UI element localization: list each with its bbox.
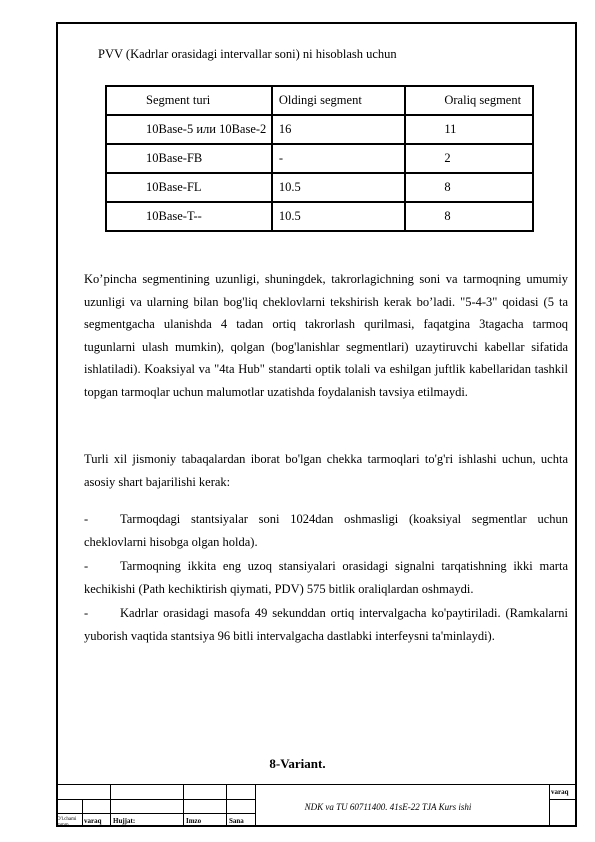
paragraph-conditions-intro: Turli xil jismoniy tabaqalardan iborat bo'lgan chekka tarmoqlari to'g'ri ishlashi uchun, uchta asosiy shart bajarilishi kerak: [84, 452, 568, 489]
list-dash: - [84, 512, 89, 526]
list-item-text: Kadrlar orasidagi masofa 49 sekunddan ortiq intervalgacha ko'paytiriladi. (Ramkalarni yuborish vaqtida stantsiya 96 bitli intervalgacha dastlabki interfeysni ta'minlaydi). [84, 606, 568, 643]
list-item [84, 602, 568, 647]
table-row [106, 144, 533, 173]
list-dash: - [84, 606, 89, 620]
table-cell: - [272, 144, 406, 173]
segment-table [105, 85, 534, 232]
table-header-cell: Oraliq segment [405, 86, 533, 115]
table-cell: 10Base-FL [106, 173, 272, 202]
section-heading: PVV (Kadrlar orasidagi intervallar soni) ni hisoblash uchun [98, 47, 397, 61]
list-item-text: Tarmoqning ikkita eng uzoq stansiyalari orasidagi signalni tarqatishning ikki marta kechikishi (Path kechiktirish qiymati, PDV) 575 bitlik oraliqlardan oshmaydi. [84, 559, 568, 596]
stamp-sana: Sana [229, 817, 244, 825]
table-cell: 10Base-T-- [106, 202, 272, 231]
stamp-ozl: O'l.chami [57, 817, 77, 822]
table-cell: 2 [405, 144, 533, 173]
table-row [106, 173, 533, 202]
table-header-cell: Segment turi [106, 86, 272, 115]
table-cell: 10Base-FB [106, 144, 272, 173]
stamp-varaq-right: varaq [551, 788, 569, 796]
table-cell: 16 [272, 115, 406, 144]
stamp-varaq: varaq [84, 817, 102, 825]
table-cell: 8 [405, 202, 533, 231]
list-item-text: Tarmoqdagi stantsiyalar soni 1024dan oshmasligi (koaksiyal segmentlar uchun cheklovlarni hisobga olgan holda). [84, 512, 568, 549]
list-item [84, 555, 568, 600]
table-header-row [106, 86, 533, 115]
table-cell: 10.5 [272, 202, 406, 231]
stamp-hujjat: Hujjat: [113, 817, 136, 825]
paragraph-rule-5-4-3: Ko’pincha segmentining uzunligi, shuningdek, takrorlagichning soni va tarmoqning umumiy uzunligi va ularning bilan bog'liq cheklovlarni tekshirish kerak bo’ladi. "5-4-3" qoidasi (5 ta segmentgacha ulanishda 4 tadan ortiq takrorlash qurilmasi, faqatgina 3tagacha tarmoq tugunlarni ulash mumkin), qolgan (bog'lanishlar segmentlari) uzaytiruvchi kabellar sifatida ishlatiladi). Koaksiyal va "4ta Hub" standarti optik tolali va eshilgan juftlik kabellaridan tashkil topgan tarmoqlar uchun malumotlar uzatishda foydalanish tavsiya etilmaydi. [84, 272, 568, 399]
course-title: NDK va TU 60711400. 41sE-22 TJA Kurs ishi [304, 802, 472, 812]
table-cell: 11 [405, 115, 533, 144]
table-header-cell: Oldingi segment [272, 86, 406, 115]
list-item [84, 508, 568, 553]
table-row [106, 115, 533, 144]
table-row [106, 202, 533, 231]
table-cell: 10Base-5 или 10Base-2 [106, 115, 272, 144]
variant-label: 8-Variant. [269, 756, 326, 771]
stamp-imzo: Imzo [186, 817, 202, 825]
list-dash: - [84, 559, 89, 573]
conditions-list [84, 508, 568, 649]
table-cell: 10.5 [272, 173, 406, 202]
table-cell: 8 [405, 173, 533, 202]
stamp-extra: mmm [57, 823, 69, 828]
